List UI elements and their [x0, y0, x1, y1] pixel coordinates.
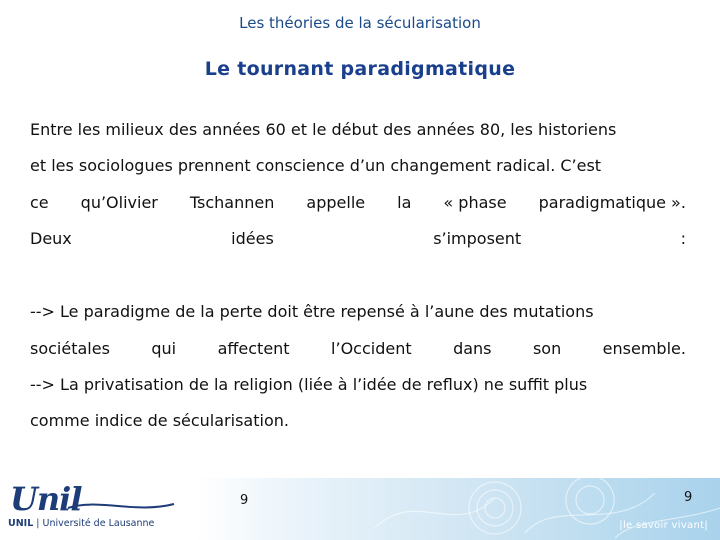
paragraph1-line4: [30, 229, 686, 249]
word: ensemble.: [602, 339, 686, 358]
page-number-left: 9: [240, 493, 249, 508]
logo-wordmark: Unil: [10, 480, 82, 518]
unil-logo: [6, 480, 176, 536]
logo-abbrev: UNIL: [8, 518, 34, 529]
word: Tschannen: [189, 193, 275, 212]
word: l’Occident: [331, 339, 412, 358]
word: affectent: [217, 339, 290, 358]
word: la: [397, 193, 412, 212]
paragraph1-line3: [30, 193, 686, 213]
logo-separator: |: [33, 518, 43, 529]
word: « phase: [443, 193, 507, 212]
slide-title: Le tournant paradigmatique: [204, 58, 516, 80]
word: s’imposent: [433, 229, 522, 248]
tagline: |le savoir vivant|: [619, 520, 708, 531]
paragraph2-line1: --> Le paradigme de la perte doit être repensé à l’aune des mutations: [30, 302, 594, 321]
paragraph2-line2: [30, 339, 686, 359]
presentation-header: Les théories de la sécularisation: [239, 14, 481, 32]
word: son: [532, 339, 562, 358]
paragraph3-line1: --> La privatisation de la religion (liée à l’idée de reflux) ne suffit plus: [30, 375, 588, 394]
logo-swoosh-icon: [66, 496, 176, 516]
paragraph1-line1: Entre les milieux des années 60 et le début des années 80, les historiens: [30, 120, 617, 139]
word: paradigmatique ».: [538, 193, 686, 212]
paragraph3-line2: comme indice de sécularisation.: [30, 411, 289, 430]
word: Deux: [30, 229, 72, 248]
word: sociétales: [30, 339, 110, 358]
logo-university-text: Université de Lausanne: [42, 518, 155, 529]
paragraph1-line2: et les sociologues prennent conscience d’un changement radical. C’est: [30, 156, 602, 175]
page-number-right: 9: [684, 490, 693, 505]
word: qu’Olivier: [80, 193, 158, 212]
word: :: [680, 229, 686, 248]
word: ce: [30, 193, 49, 212]
word: appelle: [306, 193, 366, 212]
word: idées: [231, 229, 274, 248]
word: qui: [151, 339, 177, 358]
word: dans: [453, 339, 492, 358]
university-name: [8, 518, 154, 529]
